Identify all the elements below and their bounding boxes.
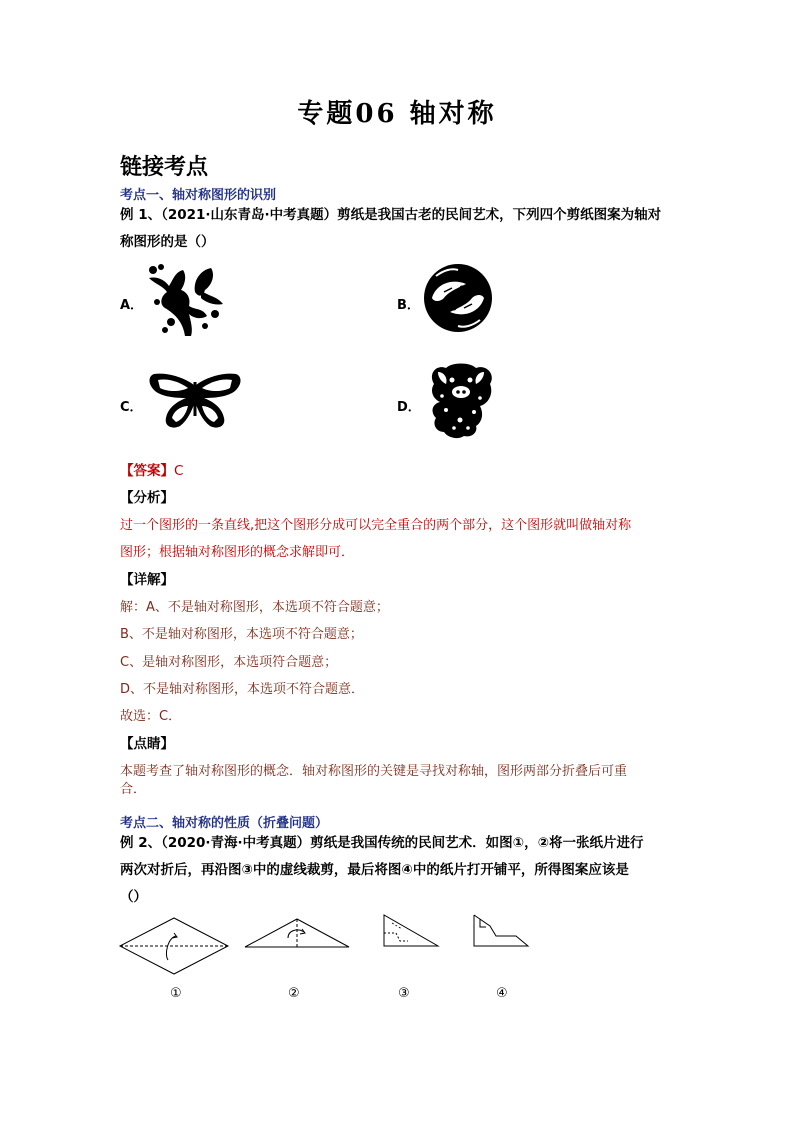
section-title: 链接考点 bbox=[120, 154, 209, 180]
analysis-line-2: 图形；根据轴对称图形的概念求解即可． bbox=[120, 545, 355, 560]
question2-line2: 两次对折后，再沿图③中的虚线裁剪，最后将图④中的纸片打开铺平，所得图案应该是 bbox=[120, 862, 629, 878]
option-a-label: A． bbox=[120, 298, 144, 313]
option-d-label: D． bbox=[397, 400, 421, 415]
detail-line-3: C、是轴对称图形，本选项符合题意； bbox=[120, 655, 338, 670]
comment-line-1: 本题考查了轴对称图形的概念．轴对称图形的关键是寻找对称轴，图形两部分折叠后可重 bbox=[120, 764, 628, 779]
figure-label-1: ① bbox=[170, 986, 182, 1001]
point1-heading: 考点一、轴对称图形的识别 bbox=[120, 188, 277, 203]
fold-figure-4 bbox=[472, 913, 530, 949]
answer-tag: 【答案】 bbox=[120, 463, 174, 479]
fold-figure-1 bbox=[118, 916, 230, 976]
detail-line-2: B、不是轴对称图形，本选项不符合题意； bbox=[120, 627, 363, 642]
detail-tag: 【详解】 bbox=[120, 572, 174, 588]
figure-label-4: ④ bbox=[496, 986, 508, 1001]
fold-figure-2 bbox=[242, 916, 352, 950]
bird-branch-papercut-icon bbox=[145, 262, 225, 338]
question2-line1: 例 2、（2020·青海·中考真题）剪纸是我国传统的民间艺术．如图①，②将一张纸片进行 bbox=[120, 835, 644, 851]
option-c-label: C． bbox=[120, 400, 143, 415]
figure-label-3: ③ bbox=[398, 986, 410, 1001]
comment-tag: 【点睛】 bbox=[120, 736, 174, 752]
analysis-line-1: 过一个图形的一条直线,把这个图形分成可以完全重合的两个部分，这个图形就叫做轴对称 bbox=[120, 518, 632, 533]
question1-line2: 称图形的是（） bbox=[120, 234, 215, 250]
answer-row bbox=[120, 459, 183, 479]
analysis-tag: 【分析】 bbox=[120, 490, 174, 506]
butterfly-papercut-icon bbox=[146, 372, 244, 432]
detail-line-1: 解：A、不是轴对称图形，本选项不符合题意； bbox=[120, 600, 389, 615]
fold-figure-3 bbox=[382, 913, 440, 949]
question1-line1: 例 1、（2021·山东青岛·中考真题）剪纸是我国古老的民间艺术，下列四个剪纸图案为轴对 bbox=[120, 207, 662, 223]
pig-papercut-icon bbox=[424, 360, 498, 440]
point2-heading: 考点二、轴对称的性质（折叠问题） bbox=[120, 816, 329, 831]
detail-line-5: 故选：C． bbox=[120, 709, 182, 724]
detail-line-4: D、不是轴对称图形，本选项不符合题意． bbox=[120, 682, 365, 697]
fish-circle-papercut-icon bbox=[422, 262, 494, 334]
question2-line3: （） bbox=[120, 889, 147, 905]
figure-label-2: ② bbox=[288, 986, 300, 1001]
answer-value: C bbox=[174, 463, 184, 479]
option-b-label: B． bbox=[397, 298, 420, 313]
page-title: 专题06 轴对称 bbox=[297, 99, 497, 129]
comment-line-2: 合． bbox=[120, 782, 147, 797]
